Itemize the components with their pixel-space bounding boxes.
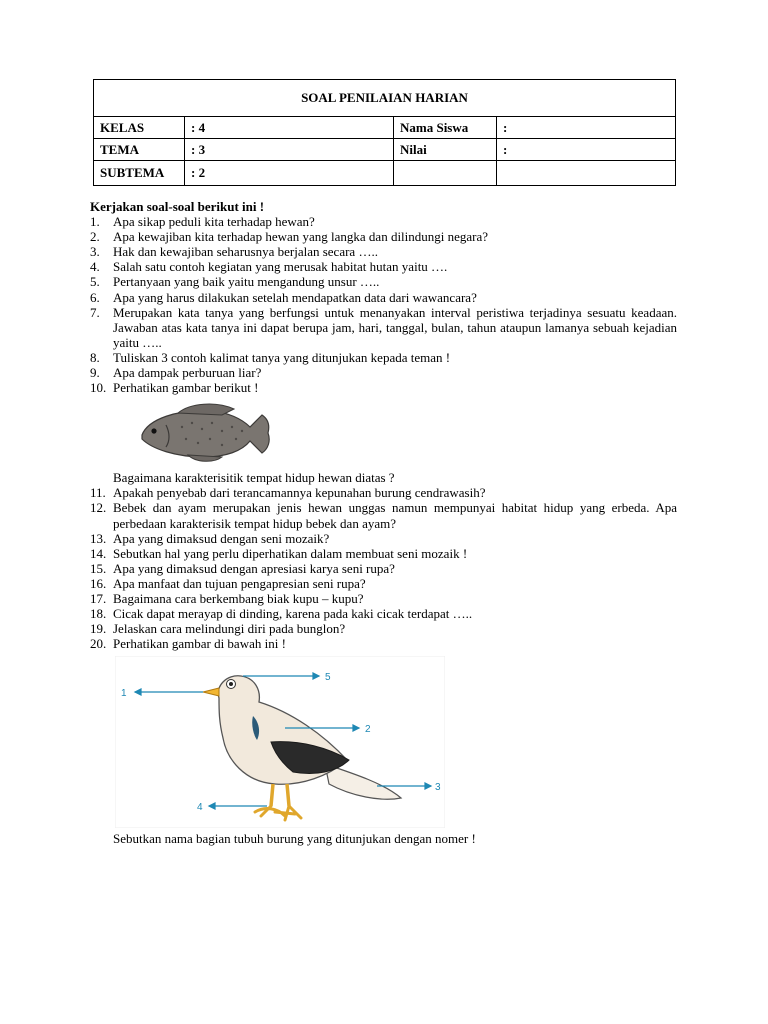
question-text: Bebek dan ayam merupakan jenis hewan unggas namun mempunyai habitat hidup yang erbeda. Apa perbedaan karakterisik tempat hidup bebek dan ayam?	[113, 500, 677, 531]
question-text: Salah satu contoh kegiatan yang merusak habitat hutan yaitu ….	[113, 259, 448, 275]
bird-label-4: 4	[197, 802, 203, 814]
question-number: 16.	[90, 575, 107, 591]
question-item	[90, 259, 677, 274]
question-text: Pertanyaan yang baik yaitu mengandung unsur …..	[113, 274, 380, 290]
question-item	[90, 290, 677, 305]
bird-figure	[90, 651, 677, 831]
question-list-b	[90, 485, 677, 651]
question-item	[90, 591, 677, 606]
question-text: Apakah penyebab dari terancamannya kepunahan burung cendrawasih?	[113, 485, 486, 501]
question-text: Cicak dapat merayap di dinding, karena pada kaki cicak terdapat …..	[113, 606, 473, 622]
question-item	[90, 621, 677, 636]
question-text: Apa yang dimaksud dengan apresiasi karya seni rupa?	[113, 560, 395, 576]
header-table	[93, 79, 676, 186]
question-text: Perhatikan gambar berikut !	[113, 380, 259, 396]
question-text: Apa yang harus dilakukan setelah mendapatkan data dari wawancara?	[113, 289, 477, 305]
question-number: 10.	[90, 380, 107, 396]
label-nama-siswa: Nama Siswa	[394, 117, 497, 139]
question-item	[90, 274, 677, 289]
label-kelas: KELAS	[94, 117, 185, 139]
header-row-subtema	[94, 161, 676, 186]
question-number: 14.	[90, 545, 107, 561]
question-number: 18.	[90, 606, 107, 622]
question-text: Apa manfaat dan tujuan pengapresian seni rupa?	[113, 575, 366, 591]
value-nilai: :	[497, 139, 676, 161]
question-item	[90, 576, 677, 591]
question-number: 8.	[90, 349, 100, 365]
question-text: Apa yang dimaksud dengan seni mozaik?	[113, 530, 330, 546]
question-text: Apa dampak perburuan liar?	[113, 365, 262, 381]
value-subtema: : 2	[185, 161, 394, 186]
question-item	[90, 606, 677, 621]
question-item	[90, 214, 677, 229]
header-row-tema	[94, 139, 676, 161]
header-row-kelas	[94, 117, 676, 139]
question-item	[90, 636, 677, 651]
question-item	[90, 350, 677, 365]
bird-label-3: 3	[435, 782, 441, 794]
label-subtema: SUBTEMA	[94, 161, 185, 186]
question-number: 15.	[90, 560, 107, 576]
question-item	[90, 546, 677, 561]
fish-figure	[90, 395, 677, 470]
question-list-a	[90, 214, 677, 395]
question-item	[90, 365, 677, 380]
question-text: Bagaimana cara berkembang biak kupu – kupu?	[113, 590, 364, 606]
question-number: 13.	[90, 530, 107, 546]
question-number: 2.	[90, 229, 100, 245]
value-kelas: : 4	[185, 117, 394, 139]
question-number: 1.	[90, 214, 100, 230]
value-nama-siswa: :	[497, 117, 676, 139]
question-text: Tuliskan 3 contoh kalimat tanya yang ditunjukan kepada teman !	[113, 349, 451, 365]
question-text: Hak dan kewajiban seharusnya berjalan secara …..	[113, 244, 378, 260]
question-text: Perhatikan gambar di bawah ini !	[113, 636, 286, 652]
bird-diagram	[115, 656, 445, 828]
question-text: Jelaskan cara melindungi diri pada bunglon?	[113, 621, 346, 637]
question-text: Apa kewajiban kita terhadap hewan yang langka dan dilindungi negara?	[113, 229, 489, 245]
question-text: Apa sikap peduli kita terhadap hewan?	[113, 214, 315, 230]
fish-question: Bagaimana karakterisitik tempat hidup hewan diatas ?	[113, 470, 395, 486]
question-item	[90, 229, 677, 244]
fish-illustration	[138, 401, 272, 465]
question-item	[90, 500, 677, 530]
question-item	[90, 531, 677, 546]
question-number: 20.	[90, 636, 107, 652]
question-text: Merupakan kata tanya yang berfungsi untuk menanyakan interval peristiwa terjadinya sesuatu keadaan. Jawaban atas kata tanya ini dapat berupa jam, hari, tanggal, bulan, tahun ataupun lamanya sebuah kejadian yaitu …..	[113, 304, 677, 350]
question-number: 7.	[90, 304, 100, 320]
questions-section	[90, 199, 677, 846]
question-number: 17.	[90, 590, 107, 606]
question-number: 11.	[90, 485, 106, 501]
question-item	[90, 305, 677, 350]
bird-question: Sebutkan nama bagian tubuh burung yang ditunjukan dengan nomer !	[113, 831, 476, 847]
question-number: 19.	[90, 621, 107, 637]
question-number: 12.	[90, 500, 107, 516]
empty-cell	[394, 161, 497, 186]
question-number: 6.	[90, 289, 100, 305]
question-number: 5.	[90, 274, 100, 290]
label-nilai: Nilai	[394, 139, 497, 161]
label-tema: TEMA	[94, 139, 185, 161]
question-item	[90, 561, 677, 576]
instruction: Kerjakan soal-soal berikut ini !	[90, 199, 265, 214]
bird-label-2: 2	[365, 724, 371, 736]
question-item	[90, 485, 677, 500]
question-item	[90, 244, 677, 259]
page-title: SOAL PENILAIAN HARIAN	[94, 80, 676, 117]
question-item	[90, 380, 677, 395]
value-tema: : 3	[185, 139, 394, 161]
bird-label-1: 1	[121, 688, 127, 700]
question-number: 4.	[90, 259, 100, 275]
question-text: Sebutkan hal yang perlu diperhatikan dalam membuat seni mozaik !	[113, 545, 468, 561]
empty-cell	[497, 161, 676, 186]
question-number: 9.	[90, 365, 100, 381]
question-number: 3.	[90, 244, 100, 260]
bird-label-5: 5	[325, 672, 331, 684]
